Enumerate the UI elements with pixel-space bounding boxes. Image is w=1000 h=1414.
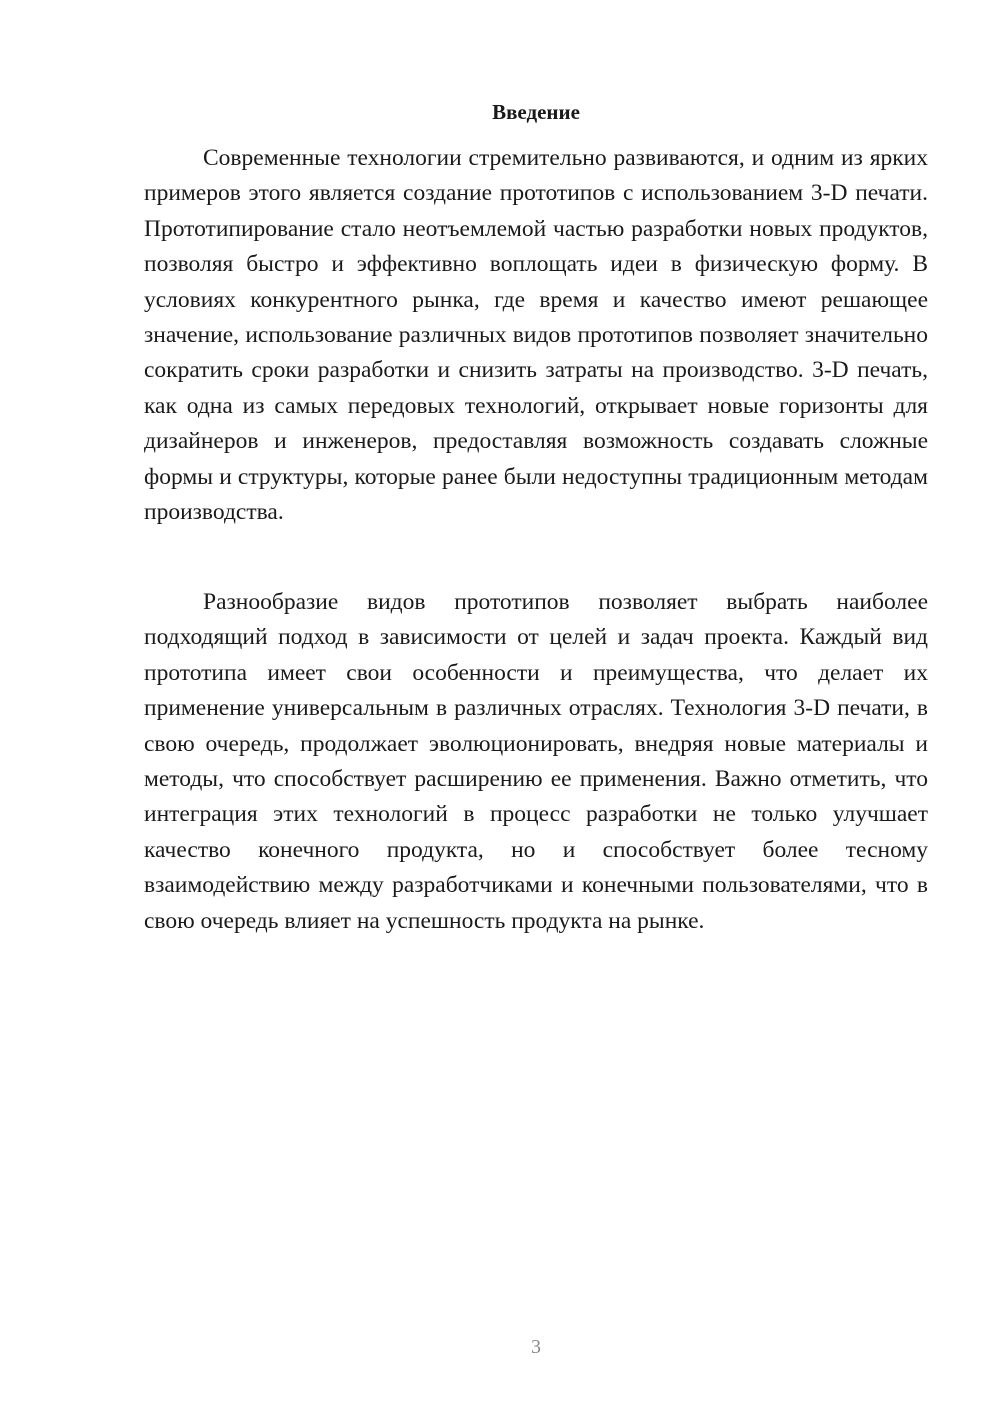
section-title: Введение — [492, 100, 580, 124]
paragraph-1: Современные технологии стремительно развиваются, и одним из ярких примеров этого является создание прототипов с использованием 3-D печати. Прототипирование стало неотъемлемой частью разработки новых продуктов, позволяя быстро и эффективно воплощать идеи в физическую форму. В условиях конкурентного рынка, где время и качество имеют решающее значение, использование различных видов прототипов позволяет значительно сократить сроки разработки и снизить затраты на производство. 3-D печать, как одна из самых передовых технологий, открывает новые горизонты для дизайнеров и инженеров, предоставляя возможность создавать сложные формы и структуры, которые ранее были недоступны традиционным методам производства. — [144, 145, 928, 526]
paragraph-2: Разнообразие видов прототипов позволяет выбрать наиболее подходящий подход в зависимости от целей и задач проекта. Каждый вид прототипа имеет свои особенности и преимущества, что делает их применение универсальным в различных отраслях. Технология 3-D печати, в свою очередь, продолжает эволюционировать, внедряя новые материалы и методы, что способствует расширению ее применения. Важно отметить, что интеграция этих технологий в процесс разработки не только улучшает качество конечного продукта, но и способствует более тесному взаимодействию между разработчиками и конечными пользователями, что в свою очередь влияет на успешность продукта на рынке. — [144, 589, 928, 934]
page-number: 3 — [531, 1336, 541, 1358]
